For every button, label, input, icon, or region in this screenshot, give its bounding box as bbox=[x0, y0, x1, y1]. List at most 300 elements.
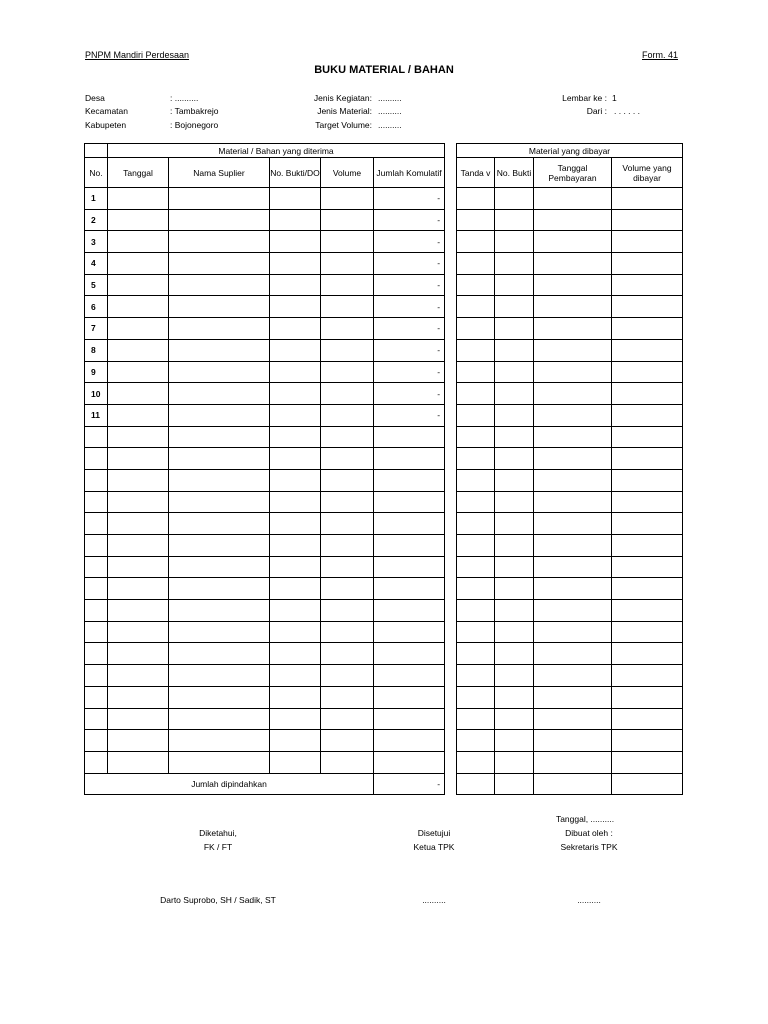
table-row bbox=[457, 296, 683, 318]
cell-tanda bbox=[457, 448, 495, 470]
cell-volume bbox=[321, 556, 374, 578]
cell-tanggal bbox=[108, 469, 169, 491]
cell-volume bbox=[321, 469, 374, 491]
cell-volume-dibayar bbox=[612, 491, 683, 513]
cell-no-bukti-paid bbox=[495, 578, 534, 600]
cell-tanda bbox=[457, 535, 495, 557]
cell-tanda bbox=[457, 491, 495, 513]
cell-no-bukti-paid bbox=[495, 188, 534, 210]
right-signer-name: .......... bbox=[577, 895, 601, 905]
cell-volume bbox=[321, 621, 374, 643]
cell-no-bukti-paid bbox=[495, 556, 534, 578]
cell-no-bukti bbox=[270, 448, 321, 470]
cell-jumlah-komulatif: - bbox=[374, 274, 445, 296]
cell-no-bukti bbox=[270, 708, 321, 730]
cell-volume-dibayar bbox=[612, 513, 683, 535]
cell-tanggal bbox=[108, 751, 169, 773]
cell-tanggal bbox=[108, 296, 169, 318]
cell-volume bbox=[321, 600, 374, 622]
cell-jumlah-komulatif: - bbox=[374, 404, 445, 426]
row-number: 9 bbox=[85, 361, 108, 383]
cell-no-bukti bbox=[270, 621, 321, 643]
row-number bbox=[85, 448, 108, 470]
row-number bbox=[85, 426, 108, 448]
left-signer-role: FK / FT bbox=[203, 842, 233, 852]
cell-tanda bbox=[457, 513, 495, 535]
cell-tanda bbox=[457, 600, 495, 622]
cell-tanggal-pembayaran bbox=[534, 665, 612, 687]
cell-volume-dibayar bbox=[612, 274, 683, 296]
kabupaten-label: Kabupeten bbox=[85, 120, 127, 130]
cell-no-bukti bbox=[270, 318, 321, 340]
cell-volume bbox=[321, 643, 374, 665]
cell-tanggal-pembayaran bbox=[534, 296, 612, 318]
cell-tanggal bbox=[108, 621, 169, 643]
cell-no-bukti-paid bbox=[495, 708, 534, 730]
table-row bbox=[457, 686, 683, 708]
table-row bbox=[457, 535, 683, 557]
row-number bbox=[85, 491, 108, 513]
table-row bbox=[457, 556, 683, 578]
table-row bbox=[85, 535, 445, 557]
cell-jumlah-komulatif: - bbox=[374, 188, 445, 210]
signature-date: Tanggal, .......... bbox=[555, 814, 615, 824]
footer-cell bbox=[457, 773, 495, 795]
cell-volume-dibayar bbox=[612, 383, 683, 405]
col-header-tanggal: Tanggal bbox=[108, 158, 169, 188]
footer-cell bbox=[534, 773, 612, 795]
cell-tanda bbox=[457, 296, 495, 318]
table-row bbox=[457, 339, 683, 361]
cell-tanggal-pembayaran bbox=[534, 274, 612, 296]
cell-volume-dibayar bbox=[612, 600, 683, 622]
cell-no-bukti bbox=[270, 535, 321, 557]
material-paid-table bbox=[456, 143, 683, 795]
footer-label: Jumlah dipindahkan bbox=[85, 773, 374, 795]
cell-jumlah-komulatif bbox=[374, 600, 445, 622]
cell-no-bukti bbox=[270, 274, 321, 296]
cell-tanggal-pembayaran bbox=[534, 535, 612, 557]
cell-no-bukti-paid bbox=[495, 600, 534, 622]
table-row bbox=[85, 383, 445, 405]
cell-jumlah-komulatif bbox=[374, 556, 445, 578]
cell-tanda bbox=[457, 556, 495, 578]
cell-no-bukti-paid bbox=[495, 491, 534, 513]
cell-no-bukti bbox=[270, 600, 321, 622]
row-number: 5 bbox=[85, 274, 108, 296]
cell-tanggal bbox=[108, 643, 169, 665]
desa-label: Desa bbox=[85, 93, 105, 103]
cell-volume bbox=[321, 751, 374, 773]
cell-tanggal bbox=[108, 253, 169, 275]
cell-volume bbox=[321, 665, 374, 687]
cell-no-bukti bbox=[270, 578, 321, 600]
cell-tanggal bbox=[108, 578, 169, 600]
cell-no-bukti-paid bbox=[495, 209, 534, 231]
footer-value: - bbox=[374, 773, 445, 795]
col-header-volume: Volume bbox=[321, 158, 374, 188]
table-row bbox=[85, 448, 445, 470]
dari-label: Dari : bbox=[586, 106, 607, 116]
table-row bbox=[457, 426, 683, 448]
cell-jumlah-komulatif: - bbox=[374, 253, 445, 275]
table-row bbox=[85, 361, 445, 383]
cell-volume bbox=[321, 578, 374, 600]
cell-volume-dibayar bbox=[612, 535, 683, 557]
cell-tanggal-pembayaran bbox=[534, 556, 612, 578]
cell-no-bukti bbox=[270, 188, 321, 210]
cell-tanda bbox=[457, 621, 495, 643]
cell-jumlah-komulatif: - bbox=[374, 318, 445, 340]
row-number bbox=[85, 686, 108, 708]
cell-tanggal bbox=[108, 491, 169, 513]
footer-cell bbox=[612, 773, 683, 795]
cell-nama-suplier bbox=[169, 469, 270, 491]
cell-tanggal bbox=[108, 730, 169, 752]
cell-tanda bbox=[457, 751, 495, 773]
middle-signer-name: .......... bbox=[422, 895, 446, 905]
cell-tanda bbox=[457, 188, 495, 210]
middle-signer-title: Disetujui bbox=[417, 828, 451, 838]
cell-volume-dibayar bbox=[612, 339, 683, 361]
cell-tanggal bbox=[108, 665, 169, 687]
cell-volume-dibayar bbox=[612, 578, 683, 600]
cell-nama-suplier bbox=[169, 361, 270, 383]
row-number: 10 bbox=[85, 383, 108, 405]
cell-tanggal-pembayaran bbox=[534, 708, 612, 730]
cell-tanggal bbox=[108, 556, 169, 578]
cell-tanggal-pembayaran bbox=[534, 383, 612, 405]
cell-volume-dibayar bbox=[612, 253, 683, 275]
cell-tanggal-pembayaran bbox=[534, 339, 612, 361]
cell-no-bukti-paid bbox=[495, 751, 534, 773]
row-number bbox=[85, 751, 108, 773]
row-number bbox=[85, 535, 108, 557]
col-header-tanda: Tanda v bbox=[457, 158, 495, 188]
cell-tanda bbox=[457, 469, 495, 491]
table-row bbox=[85, 643, 445, 665]
cell-tanggal-pembayaran bbox=[534, 231, 612, 253]
cell-no-bukti-paid bbox=[495, 361, 534, 383]
table-row bbox=[85, 578, 445, 600]
table-row bbox=[457, 404, 683, 426]
table-row bbox=[85, 426, 445, 448]
cell-no-bukti bbox=[270, 643, 321, 665]
jenis-material-value: .......... bbox=[378, 106, 402, 116]
cell-volume-dibayar bbox=[612, 469, 683, 491]
table-row bbox=[85, 730, 445, 752]
cell-jumlah-komulatif bbox=[374, 730, 445, 752]
table-row bbox=[457, 231, 683, 253]
table-row bbox=[85, 708, 445, 730]
footer-cell bbox=[495, 773, 534, 795]
cell-tanda bbox=[457, 209, 495, 231]
cell-tanggal bbox=[108, 209, 169, 231]
cell-no-bukti-paid bbox=[495, 404, 534, 426]
cell-jumlah-komulatif bbox=[374, 751, 445, 773]
cell-no-bukti-paid bbox=[495, 253, 534, 275]
cell-tanda bbox=[457, 686, 495, 708]
cell-volume-dibayar bbox=[612, 686, 683, 708]
table-row bbox=[85, 274, 445, 296]
cell-volume-dibayar bbox=[612, 708, 683, 730]
cell-nama-suplier bbox=[169, 556, 270, 578]
cell-volume bbox=[321, 231, 374, 253]
cell-tanggal bbox=[108, 339, 169, 361]
row-number bbox=[85, 469, 108, 491]
row-number bbox=[85, 708, 108, 730]
table-row bbox=[85, 231, 445, 253]
cell-tanggal-pembayaran bbox=[534, 448, 612, 470]
cell-volume bbox=[321, 339, 374, 361]
col-header-no: No. bbox=[85, 158, 108, 188]
form-number: Form. 41 bbox=[642, 50, 679, 60]
cell-jumlah-komulatif bbox=[374, 621, 445, 643]
cell-volume-dibayar bbox=[612, 621, 683, 643]
cell-no-bukti-paid bbox=[495, 448, 534, 470]
cell-no-bukti bbox=[270, 730, 321, 752]
footer-row bbox=[85, 773, 445, 795]
table-row bbox=[85, 621, 445, 643]
row-number: 2 bbox=[85, 209, 108, 231]
cell-tanggal bbox=[108, 404, 169, 426]
cell-jumlah-komulatif bbox=[374, 643, 445, 665]
cell-volume bbox=[321, 686, 374, 708]
cell-tanggal-pembayaran bbox=[534, 730, 612, 752]
cell-tanggal-pembayaran bbox=[534, 621, 612, 643]
cell-no-bukti-paid bbox=[495, 318, 534, 340]
table-row bbox=[457, 274, 683, 296]
dari-value: . . . . . . bbox=[614, 106, 640, 116]
kecamatan-label: Kecamatan bbox=[85, 106, 128, 116]
row-number: 6 bbox=[85, 296, 108, 318]
cell-tanda bbox=[457, 708, 495, 730]
row-number: 8 bbox=[85, 339, 108, 361]
cell-no-bukti bbox=[270, 404, 321, 426]
cell-no-bukti-paid bbox=[495, 296, 534, 318]
cell-nama-suplier bbox=[169, 686, 270, 708]
cell-jumlah-komulatif bbox=[374, 535, 445, 557]
cell-tanggal bbox=[108, 188, 169, 210]
row-number bbox=[85, 730, 108, 752]
cell-volume-dibayar bbox=[612, 231, 683, 253]
cell-no-bukti bbox=[270, 686, 321, 708]
cell-volume bbox=[321, 535, 374, 557]
cell-no-bukti bbox=[270, 751, 321, 773]
row-number bbox=[85, 556, 108, 578]
table-row bbox=[85, 665, 445, 687]
cell-tanggal-pembayaran bbox=[534, 188, 612, 210]
cell-tanggal-pembayaran bbox=[534, 578, 612, 600]
cell-nama-suplier bbox=[169, 253, 270, 275]
cell-jumlah-komulatif bbox=[374, 578, 445, 600]
cell-tanggal bbox=[108, 535, 169, 557]
cell-nama-suplier bbox=[169, 426, 270, 448]
cell-no-bukti-paid bbox=[495, 621, 534, 643]
cell-no-bukti bbox=[270, 556, 321, 578]
cell-no-bukti-paid bbox=[495, 730, 534, 752]
cell-no-bukti-paid bbox=[495, 686, 534, 708]
cell-volume-dibayar bbox=[612, 665, 683, 687]
cell-jumlah-komulatif: - bbox=[374, 361, 445, 383]
cell-volume-dibayar bbox=[612, 751, 683, 773]
jenis-kegiatan-label: Jenis Kegiatan: bbox=[313, 93, 372, 103]
table-row bbox=[457, 600, 683, 622]
cell-tanda bbox=[457, 383, 495, 405]
cell-tanggal-pembayaran bbox=[534, 643, 612, 665]
cell-volume-dibayar bbox=[612, 296, 683, 318]
cell-volume bbox=[321, 708, 374, 730]
cell-nama-suplier bbox=[169, 621, 270, 643]
cell-nama-suplier bbox=[169, 448, 270, 470]
cell-volume-dibayar bbox=[612, 318, 683, 340]
cell-tanda bbox=[457, 404, 495, 426]
cell-tanggal-pembayaran bbox=[534, 361, 612, 383]
cell-nama-suplier bbox=[169, 665, 270, 687]
cell-tanggal bbox=[108, 426, 169, 448]
cell-nama-suplier bbox=[169, 274, 270, 296]
table-row bbox=[457, 708, 683, 730]
group-header-paid: Material yang dibayar bbox=[457, 144, 683, 158]
cell-no-bukti-paid bbox=[495, 469, 534, 491]
page-title: BUKU MATERIAL / BAHAN bbox=[314, 64, 454, 76]
jenis-material-label: Jenis Material: bbox=[317, 106, 372, 116]
cell-volume bbox=[321, 513, 374, 535]
table-row bbox=[457, 578, 683, 600]
cell-no-bukti bbox=[270, 253, 321, 275]
cell-volume-dibayar bbox=[612, 426, 683, 448]
cell-nama-suplier bbox=[169, 209, 270, 231]
table-corner bbox=[85, 144, 108, 158]
cell-tanggal bbox=[108, 318, 169, 340]
cell-no-bukti bbox=[270, 665, 321, 687]
table-row bbox=[457, 751, 683, 773]
row-number bbox=[85, 643, 108, 665]
cell-volume bbox=[321, 730, 374, 752]
cell-nama-suplier bbox=[169, 751, 270, 773]
table-row bbox=[85, 491, 445, 513]
cell-volume bbox=[321, 404, 374, 426]
cell-no-bukti-paid bbox=[495, 231, 534, 253]
cell-volume bbox=[321, 209, 374, 231]
cell-tanda bbox=[457, 339, 495, 361]
row-number: 4 bbox=[85, 253, 108, 275]
table-row bbox=[85, 209, 445, 231]
cell-nama-suplier bbox=[169, 535, 270, 557]
cell-tanggal bbox=[108, 231, 169, 253]
cell-no-bukti-paid bbox=[495, 665, 534, 687]
cell-volume bbox=[321, 274, 374, 296]
cell-nama-suplier bbox=[169, 513, 270, 535]
row-number bbox=[85, 665, 108, 687]
cell-tanggal-pembayaran bbox=[534, 404, 612, 426]
cell-tanda bbox=[457, 665, 495, 687]
left-signer-title: Diketahui, bbox=[199, 828, 237, 838]
table-row bbox=[457, 491, 683, 513]
cell-no-bukti-paid bbox=[495, 274, 534, 296]
cell-tanggal bbox=[108, 708, 169, 730]
cell-tanggal-pembayaran bbox=[534, 751, 612, 773]
cell-volume-dibayar bbox=[612, 556, 683, 578]
cell-nama-suplier bbox=[169, 188, 270, 210]
cell-tanda bbox=[457, 643, 495, 665]
cell-nama-suplier bbox=[169, 491, 270, 513]
cell-jumlah-komulatif bbox=[374, 491, 445, 513]
cell-volume-dibayar bbox=[612, 643, 683, 665]
cell-nama-suplier bbox=[169, 578, 270, 600]
table-row bbox=[457, 513, 683, 535]
cell-volume-dibayar bbox=[612, 209, 683, 231]
table-row bbox=[85, 296, 445, 318]
row-number bbox=[85, 578, 108, 600]
cell-nama-suplier bbox=[169, 730, 270, 752]
cell-jumlah-komulatif: - bbox=[374, 339, 445, 361]
target-volume-label: Target Volume: bbox=[315, 120, 372, 130]
table-row bbox=[85, 404, 445, 426]
row-number bbox=[85, 600, 108, 622]
cell-tanggal-pembayaran bbox=[534, 253, 612, 275]
table-row bbox=[85, 513, 445, 535]
desa-value: : .......... bbox=[170, 93, 199, 103]
cell-no-bukti bbox=[270, 231, 321, 253]
cell-volume bbox=[321, 448, 374, 470]
cell-jumlah-komulatif bbox=[374, 469, 445, 491]
cell-no-bukti bbox=[270, 361, 321, 383]
cell-nama-suplier bbox=[169, 296, 270, 318]
cell-no-bukti-paid bbox=[495, 426, 534, 448]
cell-jumlah-komulatif: - bbox=[374, 296, 445, 318]
table-row bbox=[85, 469, 445, 491]
row-number: 11 bbox=[85, 404, 108, 426]
cell-tanda bbox=[457, 361, 495, 383]
lembar-value: 1 bbox=[612, 93, 617, 103]
cell-no-bukti-paid bbox=[495, 535, 534, 557]
table-row bbox=[85, 556, 445, 578]
table-row bbox=[457, 643, 683, 665]
cell-tanggal-pembayaran bbox=[534, 469, 612, 491]
cell-no-bukti bbox=[270, 513, 321, 535]
cell-volume bbox=[321, 318, 374, 340]
table-row bbox=[457, 383, 683, 405]
cell-tanda bbox=[457, 253, 495, 275]
cell-volume-dibayar bbox=[612, 188, 683, 210]
cell-no-bukti bbox=[270, 426, 321, 448]
cell-no-bukti bbox=[270, 491, 321, 513]
row-number: 1 bbox=[85, 188, 108, 210]
cell-tanggal bbox=[108, 361, 169, 383]
table-row bbox=[85, 318, 445, 340]
org-name: PNPM Mandiri Perdesaan bbox=[85, 50, 190, 60]
cell-tanggal-pembayaran bbox=[534, 318, 612, 340]
table-row bbox=[85, 188, 445, 210]
cell-tanda bbox=[457, 231, 495, 253]
cell-volume bbox=[321, 253, 374, 275]
table-row bbox=[85, 339, 445, 361]
kecamatan-value: : Tambakrejo bbox=[170, 106, 219, 116]
cell-no-bukti-paid bbox=[495, 513, 534, 535]
cell-tanggal bbox=[108, 448, 169, 470]
col-header-no-bukti-paid: No. Bukti bbox=[495, 158, 534, 188]
cell-volume bbox=[321, 188, 374, 210]
col-header-jumlah-komulatif: Jumlah Komulatif bbox=[374, 158, 445, 188]
jenis-kegiatan-value: .......... bbox=[378, 93, 402, 103]
cell-nama-suplier bbox=[169, 318, 270, 340]
cell-jumlah-komulatif bbox=[374, 513, 445, 535]
table-row bbox=[457, 730, 683, 752]
cell-tanggal bbox=[108, 513, 169, 535]
row-number bbox=[85, 621, 108, 643]
cell-tanggal bbox=[108, 686, 169, 708]
